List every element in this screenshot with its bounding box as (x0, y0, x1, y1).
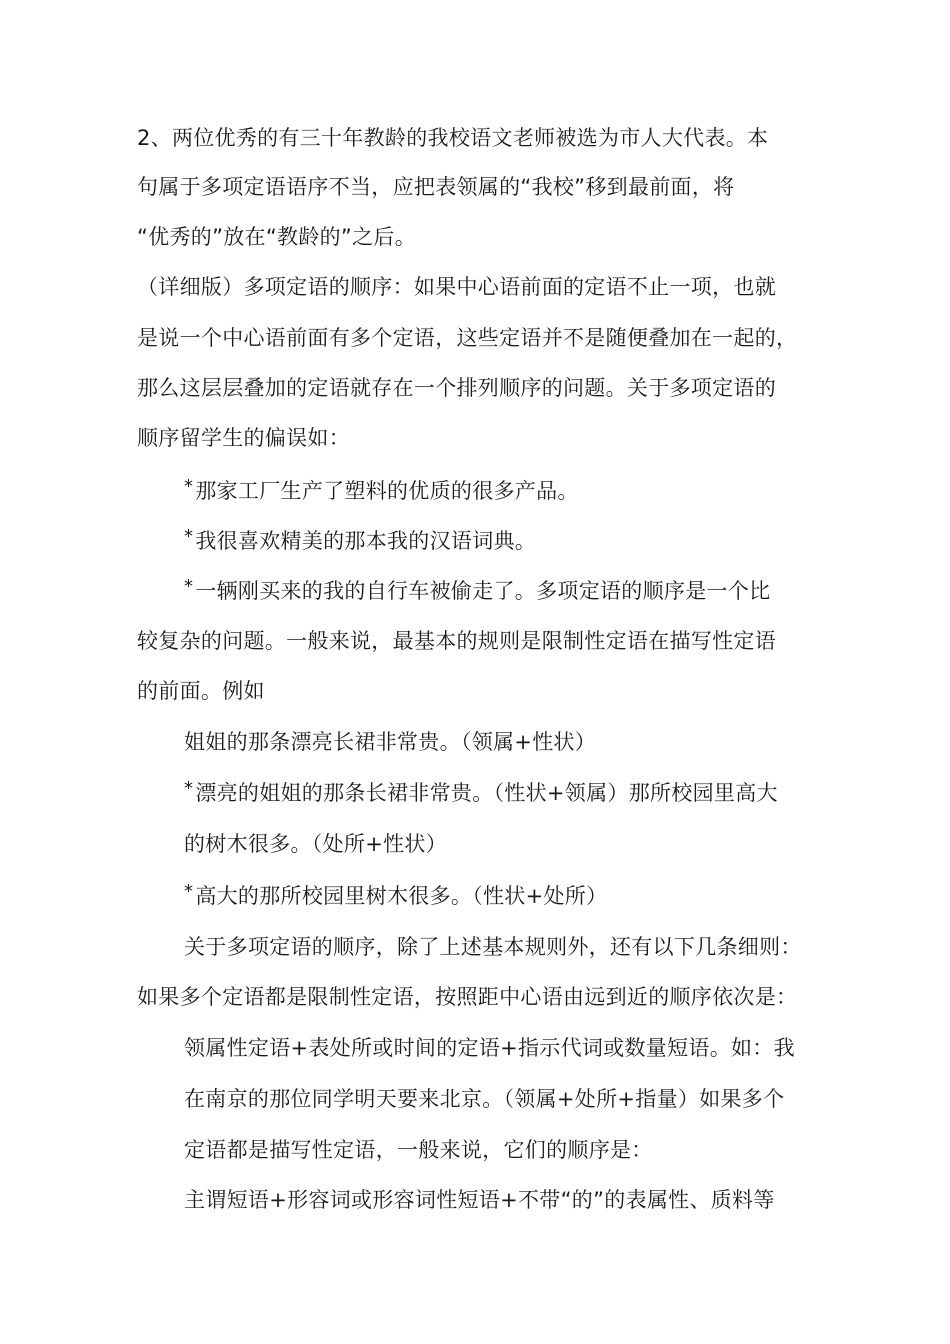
text-line-11: 较复杂的问题。一般来说，最基本的规则是限制性定语在描写性定语 (137, 629, 776, 653)
text-line-9 (184, 527, 536, 557)
line-text: 一辆刚买来的我的自行车被偷走了。多项定语的顺序是一个比 (195, 579, 771, 603)
text-line-3: “优秀的”放在“教龄的”之后。 (137, 225, 417, 249)
line-text: 那家工厂生产了塑料的优质的很多产品。 (195, 479, 579, 503)
asterisk-mark: * (184, 526, 194, 547)
text-line-20: 在南京的那位同学明天要来北京。（领属+处所+指量）如果多个 (184, 1087, 785, 1111)
text-line-13: 姐姐的那条漂亮长裙非常贵。（领属+性状） (184, 730, 597, 754)
line-text: 漂亮的姐姐的那条长裙非常贵。（性状+领属）那所校园里高大 (195, 781, 778, 805)
asterisk-mark: * (184, 476, 194, 497)
text-line-7: 顺序留学生的偏误如： (137, 426, 350, 450)
text-line-8 (184, 477, 579, 507)
text-line-22: 主谓短语+形容词或形容词性短语+不带“的”的表属性、质料等 (184, 1188, 775, 1212)
text-line-2: 句属于多项定语语序不当，应把表领属的“我校”移到最前面，将 (137, 175, 735, 199)
asterisk-mark: * (184, 778, 194, 799)
asterisk-mark: * (184, 576, 194, 597)
text-line-16 (184, 882, 607, 912)
text-line-18: 如果多个定语都是限制性定语，按照距中心语由远到近的顺序依次是： (137, 985, 798, 1009)
text-line-19: 领属性定语+表处所或时间的定语+指示代词或数量短语。如：我 (184, 1036, 795, 1060)
text-line-21: 定语都是描写性定语，一般来说，它们的顺序是： (184, 1138, 653, 1162)
text-line-4: （详细版）多项定语的顺序：如果中心语前面的定语不止一项，也就 (137, 275, 776, 299)
text-line-10 (184, 577, 770, 607)
text-line-5: 是说一个中心语前面有多个定语，这些定语并不是随便叠加在一起的， (137, 326, 798, 350)
text-line-1: 2、两位优秀的有三十年教龄的我校语文老师被选为市人大代表。本 (137, 126, 769, 150)
line-text: 我很喜欢精美的那本我的汉语词典。 (195, 529, 537, 553)
text-line-15: 的树木很多。（处所+性状） (184, 832, 447, 856)
text-line-14 (184, 779, 778, 809)
line-text: 高大的那所校园里树木很多。（性状+处所） (195, 884, 608, 908)
text-line-6: 那么这层层叠加的定语就存在一个排列顺序的问题。关于多项定语的 (137, 376, 776, 400)
text-line-12: 的前面。例如 (137, 679, 265, 703)
asterisk-mark: * (184, 881, 194, 902)
text-line-17: 关于多项定语的顺序，除了上述基本规则外，还有以下几条细则： (184, 935, 802, 959)
